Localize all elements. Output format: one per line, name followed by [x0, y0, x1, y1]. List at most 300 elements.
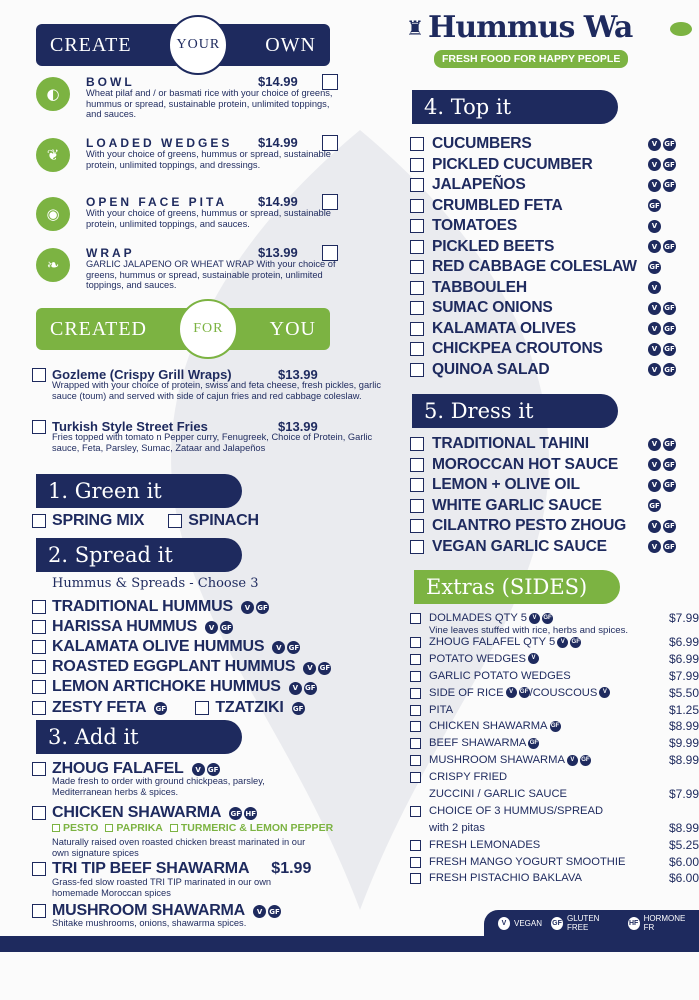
badge-gf-icon: GF [663, 302, 676, 315]
extra-item-fresh-mango-yogurt-smoothie [410, 856, 699, 869]
extra-price: $6.00 [668, 871, 699, 886]
protein-checkbox[interactable] [32, 806, 46, 820]
created-item-desc: Wrapped with your choice of protein, swiss and feta cheese, fresh pickles, garlic sauce (toum) and served with side of cajun fries and red cabbage coleslaw. [52, 380, 381, 401]
extras-banner: Extras (SIDES) [414, 570, 620, 604]
extra-sub: Vine leaves stuffed with rice, herbs and spices. [429, 625, 629, 636]
extra-checkbox[interactable] [410, 721, 421, 732]
topping-label: VEGAN GARLIC SAUCE [432, 537, 607, 555]
badge-gf-icon: GF [318, 662, 331, 675]
spread-label: KALAMATA OLIVE HUMMUS [52, 637, 265, 655]
created-item-checkbox[interactable] [32, 368, 46, 382]
create-item-icon: ❦ [36, 138, 70, 172]
extra-label: DOLMADES QTY 5 [429, 612, 528, 624]
badge-group [227, 803, 257, 822]
created-item-desc: Fries topped with tomato n Pepper curry, Fenugreek, Choice of Protein, Garlic sauce, Feta, Parsley, Sumac, Zataar and Jalapeños [52, 432, 373, 453]
extra-label: BEEF SHAWARMA [429, 737, 527, 750]
spring-mix-label: SPRING MIX [52, 512, 145, 529]
create-your-own-banner [36, 24, 330, 66]
extra-label: PITA [429, 703, 454, 716]
badge-v-icon: V [205, 621, 218, 634]
topping-checkbox[interactable] [410, 458, 424, 472]
extra-checkbox[interactable] [410, 654, 421, 665]
extra-checkbox[interactable] [410, 772, 421, 783]
extra-checkbox[interactable] [410, 613, 421, 624]
badge-gf-icon: GF [220, 621, 233, 634]
extra-item-fresh-lemonades [410, 839, 699, 852]
spread-checkbox[interactable] [32, 640, 46, 654]
topping-label: PICKLED CUCUMBER [432, 155, 593, 173]
badge-group [646, 540, 680, 553]
extra-price: $6.00 [668, 854, 699, 869]
extra-name [429, 822, 661, 835]
extra-item-side-of-rice [410, 687, 699, 700]
extra-price: $6.99 [668, 651, 699, 666]
extra-price: $7.99 [668, 668, 699, 683]
badge-gf-icon: GF [663, 158, 676, 171]
create-item-name: OPEN FACE PITA [86, 195, 228, 209]
extra-label: FRESH LEMONADES [429, 838, 541, 851]
spinach-checkbox[interactable] [168, 514, 182, 528]
extra-name [429, 872, 661, 885]
step3-banner: 3. Add it [36, 720, 242, 754]
topping-checkbox[interactable] [410, 519, 424, 533]
badge-v-icon: V [599, 687, 610, 698]
topping-label: CRUMBLED FETA [432, 196, 563, 214]
topping-label: TRADITIONAL TAHINI [432, 435, 589, 453]
topping-checkbox[interactable] [410, 437, 424, 451]
extra-price: $8.99 [668, 820, 699, 835]
badge-gf-icon: GF [580, 755, 591, 766]
extra-checkbox[interactable] [410, 857, 421, 868]
badge-v-icon: V [557, 637, 568, 648]
extra-price: $1.25 [668, 702, 699, 717]
badge-gf-icon: GF [648, 261, 661, 274]
badge-gf-icon: GF [528, 738, 539, 749]
topping-item-jalape-os [410, 175, 680, 196]
legend-label: VEGAN [513, 918, 542, 928]
badge-group [646, 322, 680, 335]
spread-checkbox[interactable] [195, 701, 209, 715]
topping-item-cucumbers [410, 134, 680, 155]
extra-label: GARLIC POTATO WEDGES [429, 669, 571, 682]
badge-group [646, 199, 680, 212]
badge-v-icon: V [648, 540, 661, 553]
topping-item-red-cabbage-coleslaw [410, 257, 680, 278]
step2-banner: 2. Spread it [36, 538, 242, 572]
badge-v-icon: V [567, 755, 578, 766]
spread-item-harissa-hummus [32, 617, 233, 636]
spread-checkbox[interactable] [32, 701, 46, 715]
badge-v-icon: V [648, 220, 661, 233]
create-item-desc: GARLIC JALAPENO OR WHEAT WRAP With your choice of greens, hummus or spread, sustainable protein, unlimited toppings, and sauces. [86, 259, 336, 290]
topping-item-sumac-onions [410, 298, 680, 319]
create-banner-left: CREATE [50, 33, 132, 56]
badge-gf-icon: GF [663, 240, 676, 253]
extra-name [429, 704, 661, 717]
extras-list [410, 612, 699, 889]
badge-gf-icon: GF [268, 905, 281, 918]
topping-item-tomatoes [410, 216, 680, 237]
extra-item-mushroom-shawarma [410, 754, 699, 767]
extra-item-fresh-pistachio-baklava [410, 872, 699, 885]
chicken-option-label: PESTO [63, 822, 99, 834]
badge-gf-icon: GF [570, 637, 581, 648]
badge-gf-icon: GF [519, 687, 530, 698]
protein-item-chicken-shawarma [32, 803, 257, 822]
badge-gf-icon: GF [663, 322, 676, 335]
topping-checkbox[interactable] [410, 301, 424, 315]
extra-label: POTATO WEDGES [429, 652, 526, 665]
step1-row [32, 512, 259, 530]
badge-group [239, 597, 269, 616]
create-item-desc: Wheat pilaf and / or basmati rice with your choice of greens, hummus or spread, sustainable protein, unlimited toppings, and sauces. [86, 88, 333, 119]
spread-label: ROASTED EGGPLANT HUMMUS [52, 658, 296, 676]
topping-checkbox[interactable] [410, 260, 424, 274]
spread-label: LEMON ARTICHOKE HUMMUS [52, 678, 281, 696]
badge-group [301, 658, 331, 677]
extra-suffix: /COUSCOUS [529, 686, 598, 699]
extra-name [429, 687, 661, 700]
extra-label: FRESH PISTACHIO BAKLAVA [429, 872, 582, 885]
extra-price: $7.99 [668, 787, 699, 802]
badge-v-icon: V [648, 322, 661, 335]
topping-label: TABBOULEH [432, 278, 527, 296]
topping-label: LEMON + OLIVE OIL [432, 476, 580, 494]
extra-name [429, 754, 661, 767]
topping-checkbox[interactable] [410, 363, 424, 377]
badge-v-icon: V [289, 682, 302, 695]
brand-tagline: FRESH FOOD FOR HAPPY PEOPLE [434, 50, 628, 68]
badge-group [646, 158, 680, 171]
extra-label: FRESH MANGO YOGURT SMOOTHIE [429, 855, 626, 868]
badge-gf-icon: GF [663, 479, 676, 492]
created-item-price: $13.99 [278, 419, 318, 434]
brand-logo [404, 8, 699, 68]
extra-name [429, 805, 661, 818]
extra-name [429, 612, 661, 625]
create-banner-mid: YOUR [168, 15, 228, 75]
olive-icon [670, 22, 692, 36]
badge-gf-icon: GF [287, 641, 300, 654]
extra-item-beef-shawarma [410, 737, 699, 750]
spread-checkbox[interactable] [32, 600, 46, 614]
legend-v-icon: V [498, 917, 510, 930]
extra-checkbox[interactable] [410, 738, 421, 749]
extra-item-pita [410, 704, 699, 717]
badge-group [646, 458, 680, 471]
created-item-price: $13.99 [278, 367, 318, 382]
create-item-icon: ◉ [36, 197, 70, 231]
spinach-label: SPINACH [188, 512, 259, 529]
badge-v-icon: V [192, 763, 205, 776]
badge-gf-icon: GF [648, 499, 661, 512]
spread-pair-row [32, 698, 305, 717]
protein-label: MUSHROOM SHAWARMA [52, 901, 246, 919]
badge-v-icon: V [648, 479, 661, 492]
badge-v-icon: V [303, 662, 316, 675]
chicken-option-label: TURMERIC & LEMON PEPPER [180, 822, 334, 834]
topping-label: MOROCCAN HOT SAUCE [432, 455, 619, 473]
extra-price: $8.99 [668, 753, 699, 768]
badge-gf-icon: GF [663, 540, 676, 553]
badge-group [270, 637, 300, 656]
created-for-you-banner [36, 308, 330, 350]
badge-gf-icon: GF [542, 613, 553, 624]
extra-price: $5.25 [668, 837, 699, 852]
create-item-icon: ◐ [36, 77, 70, 111]
create-item-name: LOADED WEDGES [86, 136, 233, 150]
badge-v-icon: V [506, 687, 517, 698]
topping-checkbox[interactable] [410, 478, 424, 492]
extra-checkbox[interactable] [410, 840, 421, 851]
badge-group [646, 261, 680, 274]
legend-gf-icon: GF [551, 917, 563, 930]
legend-label: GLUTEN FREE [566, 914, 600, 932]
extra-name [429, 670, 661, 683]
protein-checkbox[interactable] [32, 862, 46, 876]
badge-group [646, 138, 680, 151]
badge-group [646, 179, 680, 192]
badge-v-icon: V [648, 281, 661, 294]
badge-v-icon: V [648, 240, 661, 253]
created-item-checkbox[interactable] [32, 420, 46, 434]
badge-v-icon: V [648, 138, 661, 151]
badge-gf-icon: GF [304, 682, 317, 695]
protein-item-tri-tip-beef-shawarma [32, 860, 311, 878]
badge-group [152, 698, 167, 717]
extra-label: ZHOUG FALAFEL QTY 5 [429, 636, 556, 648]
badge-v-icon: V [648, 438, 661, 451]
chicken-option-checkbox[interactable] [105, 824, 113, 832]
extra-label: ZUCCINI / GARLIC SAUCE [429, 788, 567, 801]
create-item-icon: ❧ [36, 248, 70, 282]
spread-checkbox[interactable] [32, 680, 46, 694]
extra-label: CHOICE OF 3 HUMMUS/SPREAD [429, 804, 604, 817]
topping-checkbox[interactable] [410, 158, 424, 172]
extra-checkbox[interactable] [410, 873, 421, 884]
protein-desc: Naturally raised oven roasted chicken breast marinated in our own signature spices [52, 837, 306, 858]
extra-item-zuccini-garlic-sauce [410, 788, 699, 801]
topping-checkbox[interactable] [410, 342, 424, 356]
create-item-desc: With your choice of greens, hummus or spread, sustainable protein, unlimited toppings, and sauces. [86, 208, 331, 229]
footer-bar [0, 936, 699, 952]
legend-hf-icon: HF [628, 917, 640, 930]
badge-group [646, 479, 680, 492]
spread-label: HARISSA HUMMUS [52, 617, 198, 635]
badge-gf-icon: GF [292, 702, 305, 715]
protein-label: TRI TIP BEEF SHAWARMA [52, 860, 250, 877]
step1-banner: 1. Green it [36, 474, 242, 508]
badge-group [646, 302, 680, 315]
badge-v-icon: V [648, 520, 661, 533]
topping-item-lemon-olive-oil [410, 475, 680, 496]
extra-price: $6.99 [668, 635, 699, 649]
extra-checkbox[interactable] [410, 806, 421, 817]
badge-v-icon: V [528, 653, 539, 664]
topping-label: WHITE GARLIC SAUCE [432, 496, 602, 514]
badge-v-icon: V [648, 343, 661, 356]
topping-checkbox[interactable] [410, 281, 424, 295]
topping-checkbox[interactable] [410, 219, 424, 233]
spread-item-lemon-artichoke-hummus [32, 678, 317, 697]
badge-gf-icon: GF [663, 363, 676, 376]
created-banner-right: YOU [269, 317, 316, 340]
create-item-price: $14.99 [258, 74, 298, 89]
create-item-name: BOWL [86, 75, 135, 89]
extra-name [429, 720, 661, 733]
extra-item-zhoug-falafel-qty-5 [410, 636, 699, 649]
extra-price: $9.99 [668, 736, 699, 751]
extra-name [429, 788, 661, 801]
create-item-desc: With your choice of greens, hummus or spread, sustainable protein, unlimited toppings, and dressings. [86, 149, 331, 170]
spread-label: TRADITIONAL HUMMUS [52, 597, 233, 615]
protein-label: CHICKEN SHAWARMA [52, 803, 222, 821]
badge-v-icon: V [529, 613, 540, 624]
badge-gf-icon: GF [663, 458, 676, 471]
badge-group [646, 281, 680, 294]
badge-gf-icon: GF [663, 138, 676, 151]
create-item-price: $14.99 [258, 194, 298, 209]
extra-item-potato-wedges [410, 653, 699, 666]
badge-gf-icon: GF [229, 807, 242, 820]
badge-group [646, 438, 680, 451]
extra-item-crispy-fried [410, 771, 699, 784]
extra-name [429, 839, 661, 852]
legend-label: HORMONE FR [643, 914, 686, 932]
topping-item-traditional-tahini [410, 434, 680, 455]
extra-item-garlic-potato-wedges [410, 670, 699, 683]
chicken-options-row [52, 822, 333, 834]
topping-item-chickpea-croutons [410, 339, 680, 360]
topping-checkbox[interactable] [410, 499, 424, 513]
extra-checkbox[interactable] [410, 755, 421, 766]
topping-item-pickled-cucumber [410, 155, 680, 176]
extra-checkbox[interactable] [410, 671, 421, 682]
protein-desc: Grass-fed slow roasted TRI TIP marinated in our own homemade Moroccan spices [52, 877, 272, 898]
badge-gf-icon: GF [256, 601, 269, 614]
badge-v-icon: V [648, 179, 661, 192]
extra-item-chicken-shawarma [410, 720, 699, 733]
spread-label: TZATZIKI [215, 698, 284, 716]
badge-gf-icon: GF [207, 763, 220, 776]
brand-name: Hummus Wa [428, 10, 633, 45]
step2-subtitle: Hummus & Spreads - Choose 3 [52, 576, 259, 591]
spread-item-roasted-eggplant-hummus [32, 658, 331, 677]
badge-group [646, 363, 680, 376]
topping-label: PICKLED BEETS [432, 237, 555, 255]
badge-v-icon: V [648, 302, 661, 315]
topping-label: KALAMATA OLIVES [432, 319, 576, 337]
extra-item-choice-of-3-hummus-spread [410, 805, 699, 818]
extra-item-dolmades-qty-5 [410, 612, 699, 625]
topping-label: CHICKPEA CROUTONS [432, 340, 603, 358]
topping-checkbox[interactable] [410, 178, 424, 192]
topping-item-vegan-garlic-sauce [410, 537, 680, 558]
created-item-name: Gozleme (Crispy Grill Wraps) [52, 367, 232, 382]
badge-group [646, 220, 680, 233]
topping-checkbox[interactable] [410, 540, 424, 554]
extra-checkbox[interactable] [410, 688, 421, 699]
topping-item-cilantro-pesto-zhoug [410, 516, 680, 537]
topping-checkbox[interactable] [410, 137, 424, 151]
diet-legend [484, 910, 699, 936]
extra-checkbox[interactable] [410, 705, 421, 716]
extra-name [429, 856, 661, 869]
badge-v-icon: V [648, 458, 661, 471]
extra-name [429, 636, 661, 649]
chicken-option-label: PAPRIKA [116, 822, 163, 834]
badge-gf-icon: GF [663, 343, 676, 356]
badge-v-icon: V [648, 363, 661, 376]
protein-checkbox[interactable] [32, 762, 46, 776]
topping-label: CILANTRO PESTO ZHOUG [432, 517, 627, 535]
chicken-option-checkbox[interactable] [170, 824, 178, 832]
badge-group [646, 520, 680, 533]
created-banner-left: CREATED [50, 317, 147, 340]
extra-checkbox[interactable] [410, 637, 421, 648]
created-item-name: Turkish Style Street Fries [52, 419, 208, 434]
badge-gf-icon: GF [663, 438, 676, 451]
topping-label: CUCUMBERS [432, 135, 532, 153]
badge-gf-icon: GF [550, 721, 561, 732]
topping-label: QUINOA SALAD [432, 360, 550, 378]
topping-label: TOMATOES [432, 217, 518, 235]
topping-item-crumbled-feta [410, 196, 680, 217]
badge-hf-icon: HF [244, 807, 257, 820]
extra-label: with 2 pitas [429, 821, 485, 834]
topping-checkbox[interactable] [410, 199, 424, 213]
topping-checkbox[interactable] [410, 322, 424, 336]
create-item-name: WRAP [86, 246, 135, 260]
spread-checkbox[interactable] [32, 660, 46, 674]
extra-name [429, 771, 661, 784]
extra-label: MUSHROOM SHAWARMA [429, 754, 565, 767]
extra-name [429, 737, 661, 750]
spread-label: ZESTY FETA [52, 698, 147, 716]
topping-checkbox[interactable] [410, 240, 424, 254]
spread-checkbox[interactable] [32, 620, 46, 634]
badge-gf-icon: GF [154, 702, 167, 715]
topping-item-kalamata-olives [410, 319, 680, 340]
protein-desc: Shitake mushrooms, onions, shawarma spices. [52, 918, 247, 928]
extra-label: SIDE OF RICE [429, 686, 504, 699]
badge-group [646, 343, 680, 356]
badge-group [203, 617, 233, 636]
protein-price: $1.99 [271, 860, 312, 877]
spring-mix-checkbox[interactable] [32, 514, 46, 528]
extra-price: $7.99 [668, 611, 699, 625]
chicken-option-checkbox[interactable] [52, 824, 60, 832]
topping-label: SUMAC ONIONS [432, 299, 553, 317]
badge-v-icon: V [241, 601, 254, 614]
brand-logo-icon: ♜ [406, 16, 424, 40]
step4-banner: 4. Top it [412, 90, 618, 124]
badge-group [646, 240, 680, 253]
extra-price: $5.50 [668, 685, 699, 700]
badge-group [290, 698, 305, 717]
protein-checkbox[interactable] [32, 904, 46, 918]
badge-v-icon: V [648, 158, 661, 171]
badge-group [287, 678, 317, 697]
badge-gf-icon: GF [663, 520, 676, 533]
topping-item-pickled-beets [410, 237, 680, 258]
extra-label: CRISPY FRIED [429, 771, 508, 784]
step5-banner: 5. Dress it [412, 394, 618, 428]
badge-v-icon: V [272, 641, 285, 654]
create-banner-right: OWN [265, 33, 316, 56]
spread-item-kalamata-olive-hummus [32, 637, 300, 656]
topping-label: RED CABBAGE COLESLAW [432, 258, 637, 276]
